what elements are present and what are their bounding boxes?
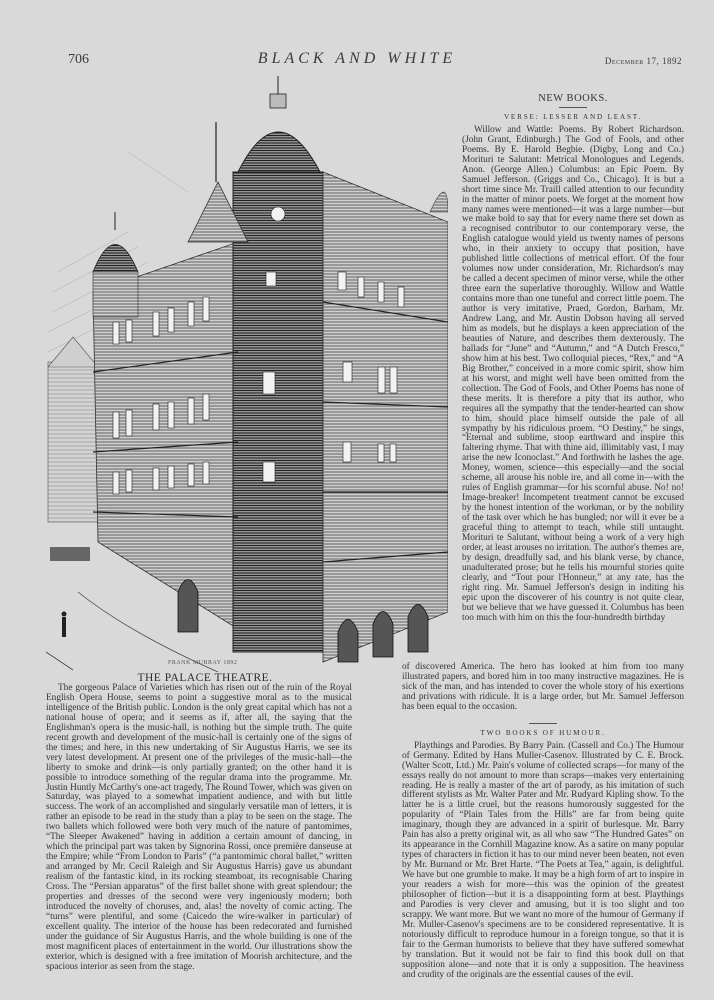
issue-date: December 17, 1892 xyxy=(604,56,682,66)
verse-review-continued: of discovered America. The hero has looked at him from too many illustrated papers, and bored him in too many instructive magazines. He is sick of the man, and has intended to cover the whole story of his exertions and privations with ridicule. It is a large order, but Mr. Samuel Jefferson has been equal to the occasion. xyxy=(402,662,684,712)
building-engraving-icon xyxy=(38,72,448,672)
page-number: 706 xyxy=(68,52,89,67)
article-paragraph: The gorgeous Palace of Varieties which has risen out of the ruin of the Royal English Opera House, seems to point a suggestive moral as to the musical intelligence of the British public. London is the only great capital which has not a national house of opera; and it seems as if, after all, the saying that the Englishman's opera is the music-hall, is nothing but the simple truth. The quite recent growth and development of the music-hall is certainly one of the signs of the times; and here, in this new undertaking of Sir Augustus Harris, we see its very latest development. At present one of the privileges of the music-hall—the liberty to smoke and drink—is only partially granted; on the other hand it is possible to introduce something of the regular drama into the programme. Mr. Justin Huntly McCarthy's one-act tragedy, The Round Tower, which was given on Saturday, was played to a somewhat impatient audience, and with but little success. The work of an accomplished and singularly versatile man of letters, it is rather an episode to be read in the study than a play to be seen on the stage. The two ballets which followed were both very much of the nature of pantomimes, “The Sleeper Awakened” having in addition a certain amount of dancing, in which the principal part was taken by Signorina Rossi, once première danseuse at the Empire; while “From London to Paris” (“a pantomimic choral ballet,” written and arranged by Mr. Cecil Raleigh and Sir Augustus Harris) gave us abundant realism of the fantastic kind, in its rocking steamboat, its recognisable Charing Cross. The “Persian apparatus” of the first ballet shone with great splendour; the properties and dresses of the second were very ingeniously modern; both introduced the novelty of choruses, and, alas! the novelty of comic acting. The “turns” were plentiful, and some (Caicedo the wire-walker in particular) of excellent quality. The interior of the house has been redecorated and furnished under the guidance of Sir Augustus Harris, and the whole building is one of the most magnificent places of entertainment in the world. Our illustrations show the exterior, which is designed with a free imitation of Moorish architecture, and the spacious interior as seen from the stage. xyxy=(46,683,352,972)
new-books-column xyxy=(462,94,684,624)
reviews-continued-column xyxy=(402,663,684,981)
palace-theatre-article xyxy=(46,684,352,973)
artist-signature: FRANK MURRAY 1892 xyxy=(168,660,238,666)
illustration-caption: THE PALACE THEATRE. xyxy=(137,672,273,684)
heading-divider xyxy=(559,107,587,108)
humour-review-text: Playthings and Parodies. By Barry Pain. (Cassell and Co.) The Humour of Germany. Edited by Hans Muller-Casenov. Illustrated by C. E. Brock. (Walter Scott, Ltd.) Mr. Pain's volume of collected scraps—for many of the essays really do not amount to more than scraps—makes very entertaining reading. He is really a master of the art of parody, as his imitation of such different stylists as Mr. Walter Pater and Mr. Rudyard Kipling show. To the latter he is a little cruel, but the reasons humorously suggested for the popularity of “Plain Tales from the Hills” are far from being quite imaginary, though they are advanced in a spirit of burlesque. Mr. Barry Pain has also a pretty original wit, as all who saw “The Hundred Gates” on its appearance in the Cornhill Magazine know. As a satire on many popular types of characters in fiction it has to our mind never been beaten, not even by Mr. Burnand or Mr. Bret Harte. “The Poets at Tea,” again, is delightful. We have but one grumble to make. It may be a high form of art to inspire in your readers a wish for more—this was the opinion of the greatest philosopher of fiction—but it is a disappointing form at best. Playthings and Parodies is very clever and amusing, but it is too slight and too scrappy. We want more. But we want no more of the humour of Germany if Mr. Muller-Casenov's specimens are to be considered representative. It is notoriously difficult to reproduce humour in a foreign tongue, so that it is fair to the German humorists to believe that they have suffered somewhat by translation. But it would not be fair to find this book dull on that supposition alone—and note that it is only a supposition. The heaviness and crudity of the originals are the essential causes of the evil. xyxy=(402,740,684,980)
new-books-heading: NEW BOOKS. xyxy=(538,93,608,104)
page-header xyxy=(0,50,714,74)
verse-section-heading: VERSE: LESSER AND LEAST. xyxy=(503,112,643,121)
verse-review-text: Willow and Wattle: Poems. By Robert Richardson. (John Grant, Edinburgh.) The God of Fools, and other Poems. By E. Harold Begbie. (Digby, Long and Co.) Morituri te Salutant: Metrical Monologues and Legends. Anon. (George Allen.) Columbus: an Epic Poem. By Samuel Jefferson. (Griggs and Co., Chicago). It is but a short time since Mr. Traill called attention to our fecundity in the matter of minor poets. We forget at the moment how many names were mentioned—it was a large number—but we make bold to say that for every name there set down as a recognised contributor to our contemporary verse, the English catalogue would yield us twenty names of persons who, in their anxiety to occupy that position, have published little collections of metrical effort. Of the four volumes now under consideration, Mr. Richardson's may be called a decent specimen of minor verse, while the other three earn the superlative thoroughly. Willow and Wattle contains more than one tuneful and correct little poem. The author is very imitative, Praed, Gordon, Barham, Mr. Andrew Lang, and Mr. Austin Dobson having all served him as models, but he displays a keen appreciation of the beauties of Nature, and describes them dexterously. The ballads for “June” and “Autumn,” and “A Dutch Fresco,” show him at his best. Two colloquial pieces, “Rex,” and “A Big Brother,” conceived in a more comic spirit, show him at his worst, and might well have been omitted from the collection. The God of Fools, and Other Poems has none of these merits. It is therefore a pity that its author, who requires all the sympathy that the tender-hearted can show to him, should place himself outside the pale of all sympathy by his ridiculous proem. “O Destiny,” he sings, “Eternal and sublime, stoop earthward and inspire this faltering rhyme. That with thine aid, illimitably vast, I may arise the new Iconoclast.” And forthwith he lashes the age. Money, women, science—this especially—and the social scheme, all arouse his noble ire, and all come in—with the rules of English grammar—for his scornful abuse. No! no! Image-breaker! Incompetent treatment cannot be excused by the honest intention of the workman, or by the nobility of the task over which he has bungled; nor will it ever be a graceful thing to attempt to teach, while still untaught. Morituri te Salutant, without being a work of a very high order, at least arouses no irritation. The author's themes are, by design, dreadfully sad, and his blank verse, by chance, unadulterated prose; but he tells his mournful stories quite clearly, and “Tout pour l'Honneur,” at any rate, has the right ring. Mr. Samuel Jefferson's design in inditing his epic upon the discoverer of his country is not quite clear, but we believe that we have guessed it. Columbus has been too much with him on this the four-hundredth birthday xyxy=(462,124,684,623)
palace-theatre-illustration xyxy=(38,72,448,672)
section-divider xyxy=(529,723,557,724)
publication-title: BLACK AND WHITE xyxy=(257,50,457,67)
humour-section-heading: TWO BOOKS OF HUMOUR. xyxy=(480,728,606,737)
